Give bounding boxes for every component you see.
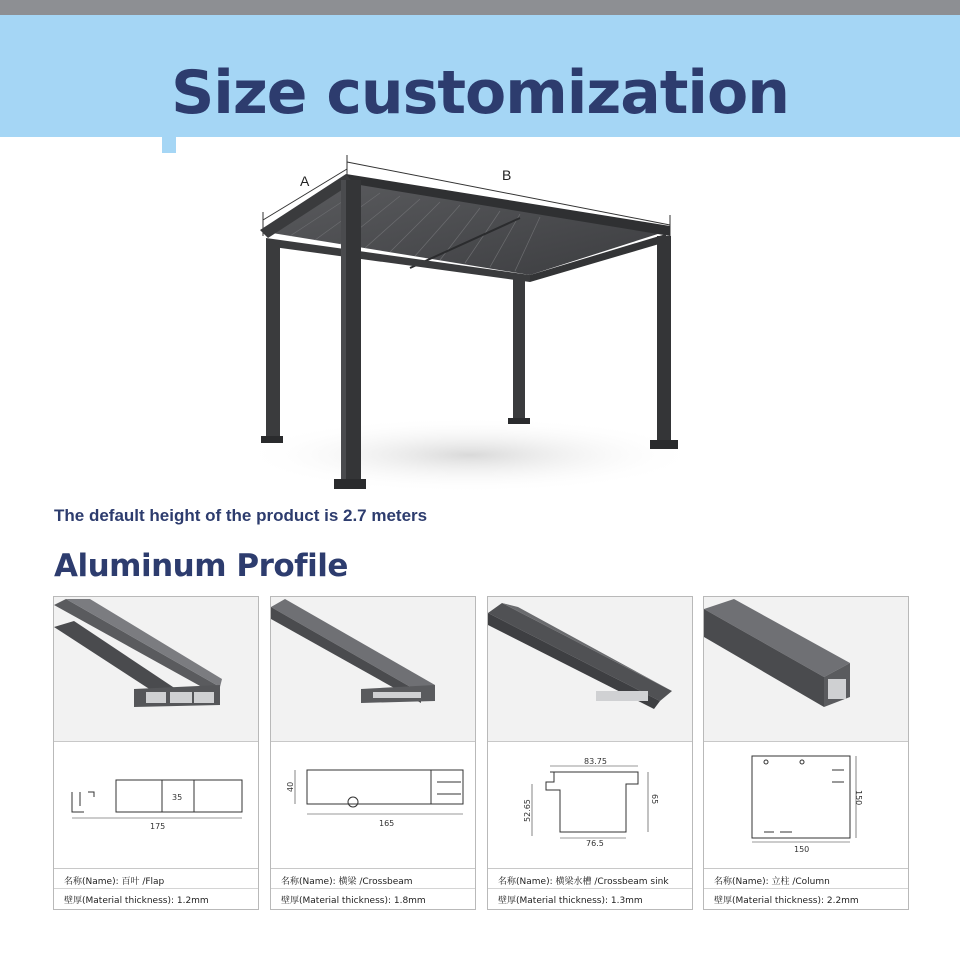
aluminum-profile-heading: Aluminum Profile — [54, 548, 348, 584]
sink-dim-65: 65 — [650, 794, 659, 805]
flap-name: 名称(Name): 百叶 /Flap — [64, 877, 165, 887]
column-dim-150-bottom: 150 — [794, 845, 810, 854]
column-photo — [704, 597, 908, 742]
crossbeam-photo — [271, 597, 475, 742]
profile-card-crossbeam — [270, 596, 476, 910]
crossbeam-info — [271, 868, 475, 910]
crossbeam-sink-photo — [488, 597, 692, 742]
title-banner — [0, 15, 960, 137]
profile-card-flap — [53, 596, 259, 910]
post-front-right — [657, 236, 671, 444]
sink-dim-83-75: 83.75 — [584, 757, 607, 766]
post-front-left-base — [334, 479, 366, 489]
crossbeam-drawing — [271, 742, 475, 868]
post-rear-left-base — [261, 436, 283, 443]
column-thickness: 壁厚(Material thickness): 2.2mm — [714, 896, 859, 906]
default-height-note: The default height of the product is 2.7 meters — [54, 506, 428, 525]
crossbeam-sink-info — [488, 868, 692, 910]
column-drawing — [704, 742, 908, 868]
profile-card-crossbeam-sink — [487, 596, 693, 910]
post-front-right-base — [650, 440, 678, 449]
dimension-a-label: A — [300, 173, 310, 189]
post-rear-left — [266, 242, 280, 438]
flap-drawing — [54, 742, 258, 868]
banner-tab-decoration — [162, 137, 176, 153]
flap-dim-175: 175 — [150, 822, 166, 831]
profile-card-column — [703, 596, 909, 910]
crossbeam-dim-165: 165 — [379, 819, 395, 828]
crossbeam-sink-name: 名称(Name): 横梁水槽 /Crossbeam sink — [498, 877, 669, 887]
post-back-right — [513, 278, 525, 423]
crossbeam-sink-thickness: 壁厚(Material thickness): 1.3mm — [498, 896, 643, 906]
crossbeam-name: 名称(Name): 横梁 /Crossbeam — [281, 877, 413, 887]
column-dim-150-side: 150 — [854, 790, 863, 806]
sink-dim-52-65: 52.65 — [523, 799, 532, 822]
crossbeam-sink-drawing — [488, 742, 692, 868]
flap-thickness: 壁厚(Material thickness): 1.2mm — [64, 896, 209, 906]
crossbeam-thickness: 壁厚(Material thickness): 1.8mm — [281, 896, 426, 906]
column-info — [704, 868, 908, 910]
column-name: 名称(Name): 立柱 /Column — [714, 877, 830, 887]
flap-info — [54, 868, 258, 910]
page-title: Size customization — [171, 58, 789, 128]
crossbeam-dim-40: 40 — [286, 781, 295, 792]
pergola-illustration — [230, 150, 710, 500]
top-gray-bar — [0, 0, 960, 15]
sink-dim-76-5: 76.5 — [586, 839, 604, 848]
dimension-b-label: B — [502, 167, 512, 183]
flap-dim-35: 35 — [172, 793, 183, 802]
post-back-right-base — [508, 418, 530, 424]
ground-shadow — [240, 417, 700, 493]
flap-photo — [54, 597, 258, 742]
